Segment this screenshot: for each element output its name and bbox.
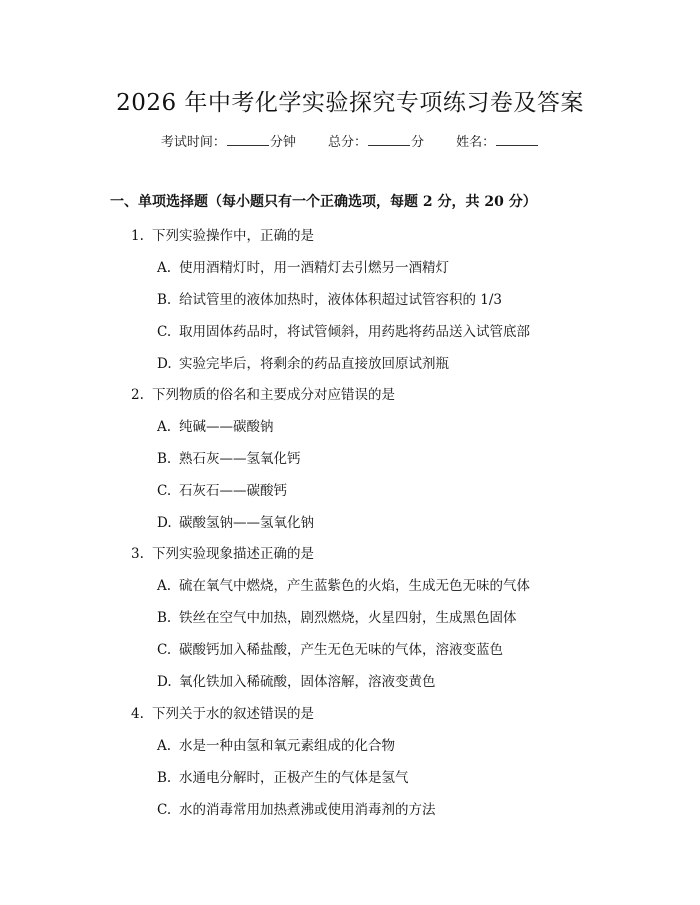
student-name-field xyxy=(456,131,539,150)
option-text: 给试管里的液体加热时，液体体积超过试管容积的 1/3 xyxy=(179,292,503,308)
question-text: 下列实验操作中，正确的是 xyxy=(152,228,314,244)
option-label: C. xyxy=(157,802,172,818)
exam-time-field xyxy=(161,131,296,150)
question-number: 3. xyxy=(131,546,144,562)
question-number: 2. xyxy=(131,387,144,403)
total-score-unit: 分 xyxy=(411,135,425,150)
option-label: B. xyxy=(157,610,172,626)
question-number: 1. xyxy=(131,228,144,244)
option-text: 碳酸钙加入稀盐酸，产生无色无味的气体，溶液变蓝色 xyxy=(179,642,503,658)
option-text: 熟石灰——氢氧化钙 xyxy=(179,451,301,467)
question-2-option-b xyxy=(157,447,301,467)
exam-time-unit: 分钟 xyxy=(269,135,296,150)
question-4-option-a xyxy=(157,734,395,754)
question-1 xyxy=(131,224,314,244)
question-1-option-d xyxy=(157,352,449,372)
option-label: A. xyxy=(157,419,172,435)
question-text: 下列物质的俗名和主要成分对应错误的是 xyxy=(152,387,395,403)
question-1-option-a xyxy=(157,256,449,276)
exam-time-blank xyxy=(227,133,269,146)
question-4 xyxy=(131,702,314,722)
option-text: 实验完毕后，将剩余的药品直接放回原试剂瓶 xyxy=(179,356,449,372)
question-text: 下列关于水的叙述错误的是 xyxy=(152,706,314,722)
exam-title: 2026 年中考化学实验探究专项练习卷及答案 xyxy=(116,90,584,116)
student-name-blank xyxy=(496,133,538,146)
option-label: D. xyxy=(157,356,172,372)
question-3-option-d xyxy=(157,670,436,690)
total-score-field xyxy=(328,131,424,150)
student-name-label: 姓名： xyxy=(456,135,496,150)
option-text: 水的消毒常用加热煮沸或使用消毒剂的方法 xyxy=(179,802,436,818)
question-2 xyxy=(131,383,395,403)
exam-time-label: 考试时间： xyxy=(160,135,226,150)
question-4-option-b xyxy=(157,766,409,786)
question-number: 4. xyxy=(131,706,144,722)
option-label: A. xyxy=(157,738,172,754)
option-label: C. xyxy=(157,483,172,499)
question-text: 下列实验现象描述正确的是 xyxy=(152,546,314,562)
question-1-option-c xyxy=(157,320,530,340)
option-text: 硫在氧气中燃烧，产生蓝紫色的火焰，生成无色无味的气体 xyxy=(179,578,530,594)
option-text: 纯碱——碳酸钠 xyxy=(179,419,274,435)
option-text: 氧化铁加入稀硫酸，固体溶解，溶液变黄色 xyxy=(179,674,436,690)
question-3-option-c xyxy=(157,638,503,658)
question-3 xyxy=(131,542,314,562)
option-label: C. xyxy=(157,324,172,340)
section-title: 一、单项选择题（每小题只有一个正确选项，每题 2 分，共 20 分） xyxy=(110,194,537,210)
option-text: 碳酸氢钠——氢氧化钠 xyxy=(179,515,314,531)
option-label: A. xyxy=(157,578,172,594)
question-1-option-b xyxy=(157,288,502,308)
option-label: B. xyxy=(157,770,172,786)
question-2-option-a xyxy=(157,415,274,435)
option-label: D. xyxy=(157,515,172,531)
option-text: 石灰石——碳酸钙 xyxy=(179,483,287,499)
option-text: 水是一种由氢和氧元素组成的化合物 xyxy=(179,738,395,754)
option-label: B. xyxy=(157,292,172,308)
question-4-option-c xyxy=(157,798,436,818)
total-score-blank xyxy=(368,133,410,146)
question-2-option-c xyxy=(157,479,287,499)
option-text: 使用酒精灯时，用一酒精灯去引燃另一酒精灯 xyxy=(179,260,449,276)
option-text: 取用固体药品时，将试管倾斜，用药匙将药品送入试管底部 xyxy=(179,324,530,340)
question-3-option-b xyxy=(157,606,517,626)
option-label: D. xyxy=(157,674,172,690)
option-label: A. xyxy=(157,260,172,276)
option-label: B. xyxy=(157,451,172,467)
exam-meta-row xyxy=(0,131,700,150)
option-text: 水通电分解时，正极产生的气体是氢气 xyxy=(179,770,409,786)
question-2-option-d xyxy=(157,511,314,531)
question-3-option-a xyxy=(157,574,530,594)
option-label: C. xyxy=(157,642,172,658)
total-score-label: 总分： xyxy=(327,135,367,150)
option-text: 铁丝在空气中加热，剧烈燃烧，火星四射，生成黑色固体 xyxy=(179,610,517,626)
